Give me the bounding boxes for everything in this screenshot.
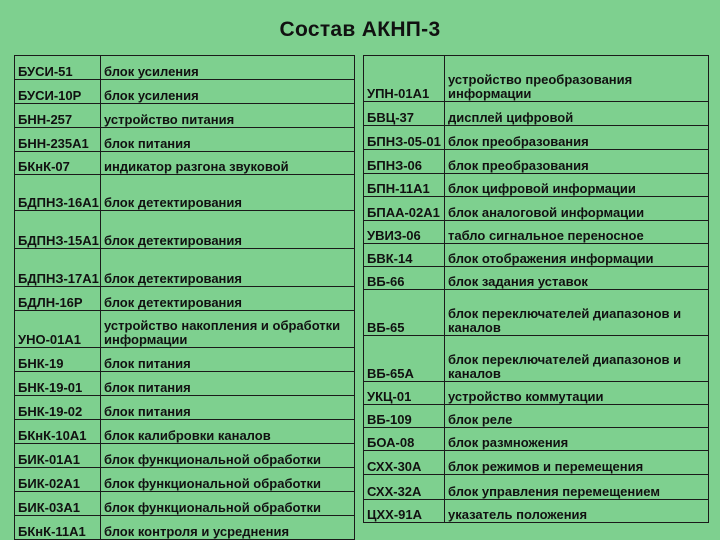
table-row <box>15 492 355 516</box>
component-code: БНН-235А1 <box>15 128 101 152</box>
table-row <box>364 221 709 244</box>
table-row <box>364 244 709 267</box>
component-description: блок задания уставок <box>445 267 709 290</box>
component-description: блок управления перемещением <box>445 475 709 500</box>
table-row <box>364 428 709 451</box>
page-title: Состав АКНП-3 <box>279 18 441 41</box>
component-code: УНО-01А1 <box>15 311 101 348</box>
component-code: БНК-19 <box>15 348 101 372</box>
component-description: устройство накопления и обработки информации <box>101 311 355 348</box>
left-components-table <box>14 55 355 540</box>
component-description: блок преобразования <box>445 150 709 174</box>
table-row <box>364 475 709 500</box>
component-code: ВБ-65А <box>364 336 445 382</box>
component-description: блок питания <box>101 372 355 396</box>
component-code: ВБ-65 <box>364 290 445 336</box>
table-row <box>15 175 355 211</box>
component-description: блок переключателей диапазонов и каналов <box>445 336 709 382</box>
table-row <box>15 249 355 287</box>
component-description: табло сигнальное переносное <box>445 221 709 244</box>
table-row <box>15 152 355 175</box>
component-description: блок питания <box>101 128 355 152</box>
component-description: устройство коммутации <box>445 382 709 405</box>
component-code: БПАА-02А1 <box>364 197 445 221</box>
component-description: блок реле <box>445 405 709 428</box>
component-description: устройство питания <box>101 104 355 128</box>
component-code: БВЦ-37 <box>364 102 445 126</box>
component-code: БИК-03А1 <box>15 492 101 516</box>
component-code: БУСИ-51 <box>15 56 101 80</box>
component-description: блок усиления <box>101 56 355 80</box>
component-description: блок питания <box>101 396 355 420</box>
table-row <box>15 211 355 249</box>
component-code: БКнК-10А1 <box>15 420 101 444</box>
component-code: СХХ-30А <box>364 451 445 475</box>
table-row <box>364 267 709 290</box>
component-description: блок питания <box>101 348 355 372</box>
component-code: БДПНЗ-17А1 <box>15 249 101 287</box>
component-code: СХХ-32А <box>364 475 445 500</box>
component-code: БДПНЗ-16А1 <box>15 175 101 211</box>
table-row <box>364 56 709 102</box>
right-components-table <box>363 55 709 523</box>
table-row <box>15 104 355 128</box>
table-row <box>15 372 355 396</box>
component-description: блок функциональной обработки <box>101 444 355 468</box>
table-row <box>364 405 709 428</box>
table-row <box>364 150 709 174</box>
table-row <box>15 311 355 348</box>
table-row <box>364 174 709 197</box>
component-code: БИК-01А1 <box>15 444 101 468</box>
table-row <box>15 287 355 311</box>
component-description: указатель положения <box>445 500 709 523</box>
table-row <box>364 451 709 475</box>
table-row <box>364 126 709 150</box>
component-code: БКнК-11А1 <box>15 516 101 540</box>
component-code: УВИЗ-06 <box>364 221 445 244</box>
component-description: блок переключателей диапазонов и каналов <box>445 290 709 336</box>
component-description: блок цифровой информации <box>445 174 709 197</box>
component-code: БИК-02А1 <box>15 468 101 492</box>
table-row <box>15 516 355 540</box>
table-row <box>15 444 355 468</box>
component-code: БУСИ-10Р <box>15 80 101 104</box>
table-row <box>15 128 355 152</box>
component-code: БВК-14 <box>364 244 445 267</box>
component-description: блок калибровки каналов <box>101 420 355 444</box>
table-row <box>364 500 709 523</box>
component-code: УКЦ-01 <box>364 382 445 405</box>
component-description: блок детектирования <box>101 249 355 287</box>
component-code: ВБ-109 <box>364 405 445 428</box>
component-code: УПН-01А1 <box>364 56 445 102</box>
component-code: БКнК-07 <box>15 152 101 175</box>
table-row <box>15 420 355 444</box>
component-description: блок функциональной обработки <box>101 492 355 516</box>
component-description: блок усиления <box>101 80 355 104</box>
table-row <box>15 348 355 372</box>
component-description: блок детектирования <box>101 175 355 211</box>
table-row <box>364 290 709 336</box>
table-row <box>364 336 709 382</box>
component-code: ВБ-66 <box>364 267 445 290</box>
component-code: БНК-19-02 <box>15 396 101 420</box>
table-row <box>364 197 709 221</box>
table-row <box>364 102 709 126</box>
component-code: БОА-08 <box>364 428 445 451</box>
component-description: блок размножения <box>445 428 709 451</box>
component-description: блок режимов и перемещения <box>445 451 709 475</box>
component-description: блок детектирования <box>101 211 355 249</box>
component-description: устройство преобразования информации <box>445 56 709 102</box>
component-code: БДПНЗ-15А1 <box>15 211 101 249</box>
component-description: блок аналоговой информации <box>445 197 709 221</box>
table-row <box>15 56 355 80</box>
table-row <box>364 382 709 405</box>
component-code: БДЛН-16Р <box>15 287 101 311</box>
component-description: блок функциональной обработки <box>101 468 355 492</box>
component-code: ЦХХ-91А <box>364 500 445 523</box>
component-code: БНК-19-01 <box>15 372 101 396</box>
component-code: БПНЗ-05-01 <box>364 126 445 150</box>
table-row <box>15 80 355 104</box>
component-code: БПН-11А1 <box>364 174 445 197</box>
component-description: индикатор разгона звуковой <box>101 152 355 175</box>
component-description: блок контроля и усреднения <box>101 516 355 540</box>
component-code: БНН-257 <box>15 104 101 128</box>
table-row <box>15 396 355 420</box>
component-description: блок отображения информации <box>445 244 709 267</box>
component-description: дисплей цифровой <box>445 102 709 126</box>
component-code: БПНЗ-06 <box>364 150 445 174</box>
component-description: блок детектирования <box>101 287 355 311</box>
component-description: блок преобразования <box>445 126 709 150</box>
table-row <box>15 468 355 492</box>
